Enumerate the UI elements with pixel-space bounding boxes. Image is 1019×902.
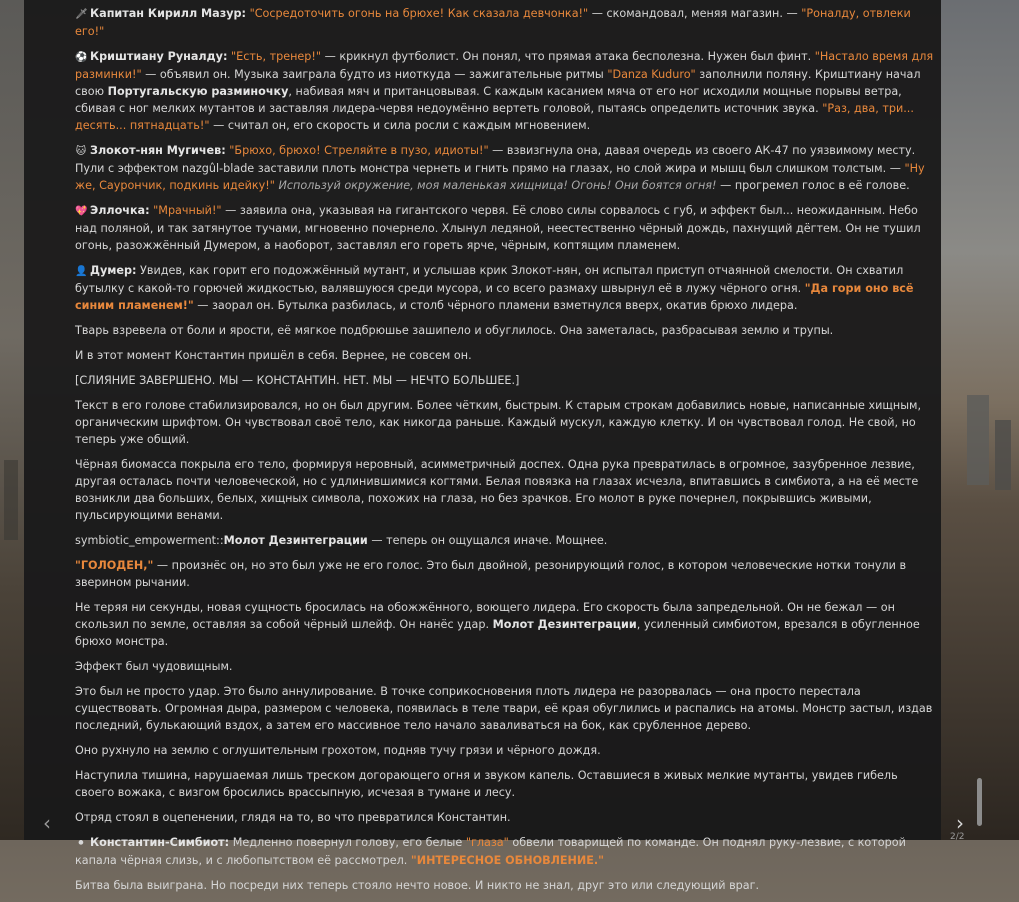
text-run: symbiotic_empowerment:: [75,534,224,547]
text-run: Эффект был чудовищным. [75,660,233,673]
message-paragraph [75,322,937,339]
background-tower [995,420,1011,490]
message-paragraph [75,658,937,675]
cat-face-icon: 🐱 [75,146,87,157]
message-paragraph [75,599,937,650]
bold-text: Константин-Симбиот: [90,836,230,849]
message-text [75,0,937,902]
text-run: — взвизгнула она, давая очередь из своего АК-47 по уязвимому месту. Пули с эффектом nazgûl-blade заставили плоть монстра чернеть и гнить прямо на глазах, но слой жира и мышц был слишком толстым. — [75,144,916,175]
soccer-ball-icon: ⚽ [75,52,88,63]
background-left [0,0,24,840]
bold-text: Капитан Кирилл Мазур: [90,7,246,20]
quoted-speech: "Есть, тренер!" [231,50,322,63]
text-run: Это был не просто удар. Это было аннулирование. В точке соприкосновения плоть лидера не разорвалась — она просто перестала существовать. Огромная дыра, размером с человека, появилась в теле твари, её края обуглились и распались на атомы. Монстр застыл, издав последний, булькающий вздох, а затем его массивное тело начало заваливаться на бок, как срубленное дерево. [75,685,933,732]
text-run: Текст в его голове стабилизировался, но он был другим. Более чётким, быстрым. К старым строкам добавились новые, написанные хищным, органическим шрифтом. Он чувствовал своё тело, как никогда раньше. Каждый мускул, каждую клетку. И он чувствовал голод. Не свой, но теперь уже общий. [75,399,922,446]
black-circle-icon: ⚫ [76,838,86,849]
message-paragraph [75,834,937,869]
background-tree [4,460,18,540]
message-paragraph [75,456,937,524]
bold-text: Молот Дезинтеграции [223,534,368,547]
prev-swipe-arrow-icon[interactable]: ‹ [43,811,51,835]
next-swipe-arrow-icon[interactable]: › [956,811,964,835]
text-run: обвели товарищей по команде. Он поднял руку-лезвие, с которой капала чёрная слизь, и с любопытством её рассмотрел. [75,836,906,867]
text-run: Увидев, как горит его подожжённый мутант, и услышав крик Злокот-нян, он испытал приступ отчаянной смелости. Он схватил бутылку с какой-то горючей жидкостью, валявшуюся среди мусора, и со всего размаху швырнул её в лужу чёрного огня. [75,264,904,295]
bold-text: Молот Дезинтеграции [492,618,637,631]
quoted-speech: "Роналду, отвлеки его!" [75,7,911,38]
message-paragraph [75,532,937,549]
text-run: — теперь он ощущался иначе. Мощнее. [367,534,608,547]
italic-text: Используй окружение, моя маленькая хищница! Огонь! Они боятся огня! [278,179,717,192]
text-run: Чёрная биомасса покрыла его тело, формируя неровный, асимметричный доспех. Одна рука превратилась в огромное, зазубренное лезвие, другая осталась почти человеческой, но с удлинившимися когтями. Белая повязка на глазах исчезла, впитавшись в симбиота, а на её месте возникли два больших, белых, хищных символа, похожих на глаза, но без зрачков. Его молот в руке почернел, покрывшись живыми, пульсирующими венами. [75,458,919,522]
quoted-speech: "ГОЛОДЕН," [75,559,154,572]
text-run: — считал он, его скорость и сила росли с каждым мгновением. [209,119,591,132]
text-run: Оно рухнуло на землю с оглушительным грохотом, подняв тучу грязи и чёрного дождя. [75,744,601,757]
text-run: [СЛИЯНИЕ ЗАВЕРШЕНО. МЫ — КОНСТАНТИН. НЕТ. МЫ — НЕЧТО БОЛЬШЕЕ.] [75,374,520,387]
text-run: Отряд стоял в оцепенении, глядя на то, во что превратился Константин. [75,811,511,824]
message-paragraph [75,397,937,448]
scrollbar-thumb[interactable] [977,778,982,826]
message-paragraph [75,372,937,389]
message-paragraph [75,877,937,894]
text-run: — заявила она, указывая на гигантского червя. Её слово силы сорвалось с губ, и эффект был... неожиданным. Небо над поляной, и так затянутое тучами, мгновенно почернело. Хлынул ледяной, неестественно чёрный дождь, пахнущий дёгтем. Он не тушил огонь, разожжённый Думером, а наоборот, заставлял его гореть ярче, чёрным, коптящим пламенем. [75,204,921,252]
sparkle-heart-icon: 💖 [75,206,88,217]
quoted-speech: "Сосредоточить огонь на брюхе! Как сказала девчонка!" [249,7,589,20]
swipe-counter: 2/2 [950,832,965,842]
chat-message-panel [24,0,941,892]
bold-text: Португальскую разминочку [107,85,289,98]
message-paragraph [75,142,937,194]
quoted-speech: "Danza Kuduro" [607,68,696,81]
bold-text: Злокот-нян Мугичев: [90,144,226,157]
quoted-speech: "Ну же, Саурончик, подкинь идейку!" [75,162,925,192]
text-run: Не теряя ни секунды, новая сущность бросилась на обожжённого, воющего лидера. Его скорость была запредельной. Он не бежал — он скользил по земле, оставляя за собой чёрный шлейф. Он нанёс удар. [75,601,895,631]
quoted-speech: "Мрачный!" [153,204,222,217]
text-run: — объявил он. Музыка заиграла будто из ниоткуда — зажигательные ритмы [141,68,608,81]
text-run: — прогремел голос в её голове. [716,179,910,192]
text-run: — заорал он. Бутылка разбилась, и столб чёрного пламени взметнулся вверх, окатив брюхо лидера. [193,299,798,312]
text-run: — крикнул футболист. Он понял, что прямая атака бесполезна. Нужен был финт. [321,50,815,63]
text-run: — произнёс он, но это был уже не его голос. Это был двойной, резонирующий голос, в котором человеческие нотки тонули в зверином рычании. [75,559,907,589]
quoted-speech: "Настало время для разминки!" [75,50,934,81]
text-run: Тварь взревела от боли и ярости, её мягкое подбрюшье зашипело и обуглилось. Она заметалась, разбрасывая землю и трупы. [75,324,834,337]
scrollbar[interactable] [977,0,983,840]
message-paragraph [75,683,937,734]
text-run: , набивая мяч и пританцовывая. С каждым касанием мяча от его ног исходили мощные порывы ветра, сбивая с ног мелких мутантов и заставляя лидера-червя недоумённо вертеть головой, пытаясь определить источник звука. [75,85,902,115]
text-run: И в этот момент Константин пришёл в себя. Вернее, не совсем он. [75,349,472,362]
quoted-speech: "Раз, два, три... десять... пятнадцать!" [75,102,914,132]
bold-text: Криштиану Руналду: [90,50,228,63]
message-paragraph [75,742,937,759]
message-paragraph [75,767,937,801]
message-paragraph [75,48,937,134]
message-paragraph [75,5,937,40]
text-run: , усиленный симбиотом, врезался в обугленное брюхо монстра. [75,618,920,648]
text-run: — скомандовал, меняя магазин. — [588,7,802,20]
text-run: Наступила тишина, нарушаемая лишь треском догорающего огня и звуком капель. Оставшиеся в живых мелкие мутанты, увидев гибель своего вожака, с визгом бросились врассыпную, исчезая в тумане и лесу. [75,769,898,799]
message-paragraph [75,347,937,364]
message-paragraph [75,809,937,826]
quoted-speech: "Да гори оно всё синим пламенем!" [75,282,914,312]
message-paragraph [75,262,937,314]
message-paragraph [75,202,937,254]
message-paragraph [75,557,937,591]
quoted-speech: "ИНТЕРЕСНОЕ ОБНОВЛЕНИЕ." [410,854,604,867]
bold-text: Эллочка: [90,204,150,217]
text-run: Битва была выиграна. Но посреди них теперь стояло нечто новое. И никто не знал, друг это или следующий враг. [75,879,760,892]
quoted-speech: "Брюхо, брюхо! Стреляйте в пузо, идиоты!" [229,144,489,157]
bold-text: Думер: [90,264,137,277]
text-run: заполнили поляну. Криштиану начал свою [75,68,921,98]
sword-icon: 🗡 [75,9,88,20]
person-icon: 👤 [75,266,88,277]
text-run: Медленно повернул голову, его белые [229,836,466,849]
quoted-speech: "глаза" [465,836,509,849]
